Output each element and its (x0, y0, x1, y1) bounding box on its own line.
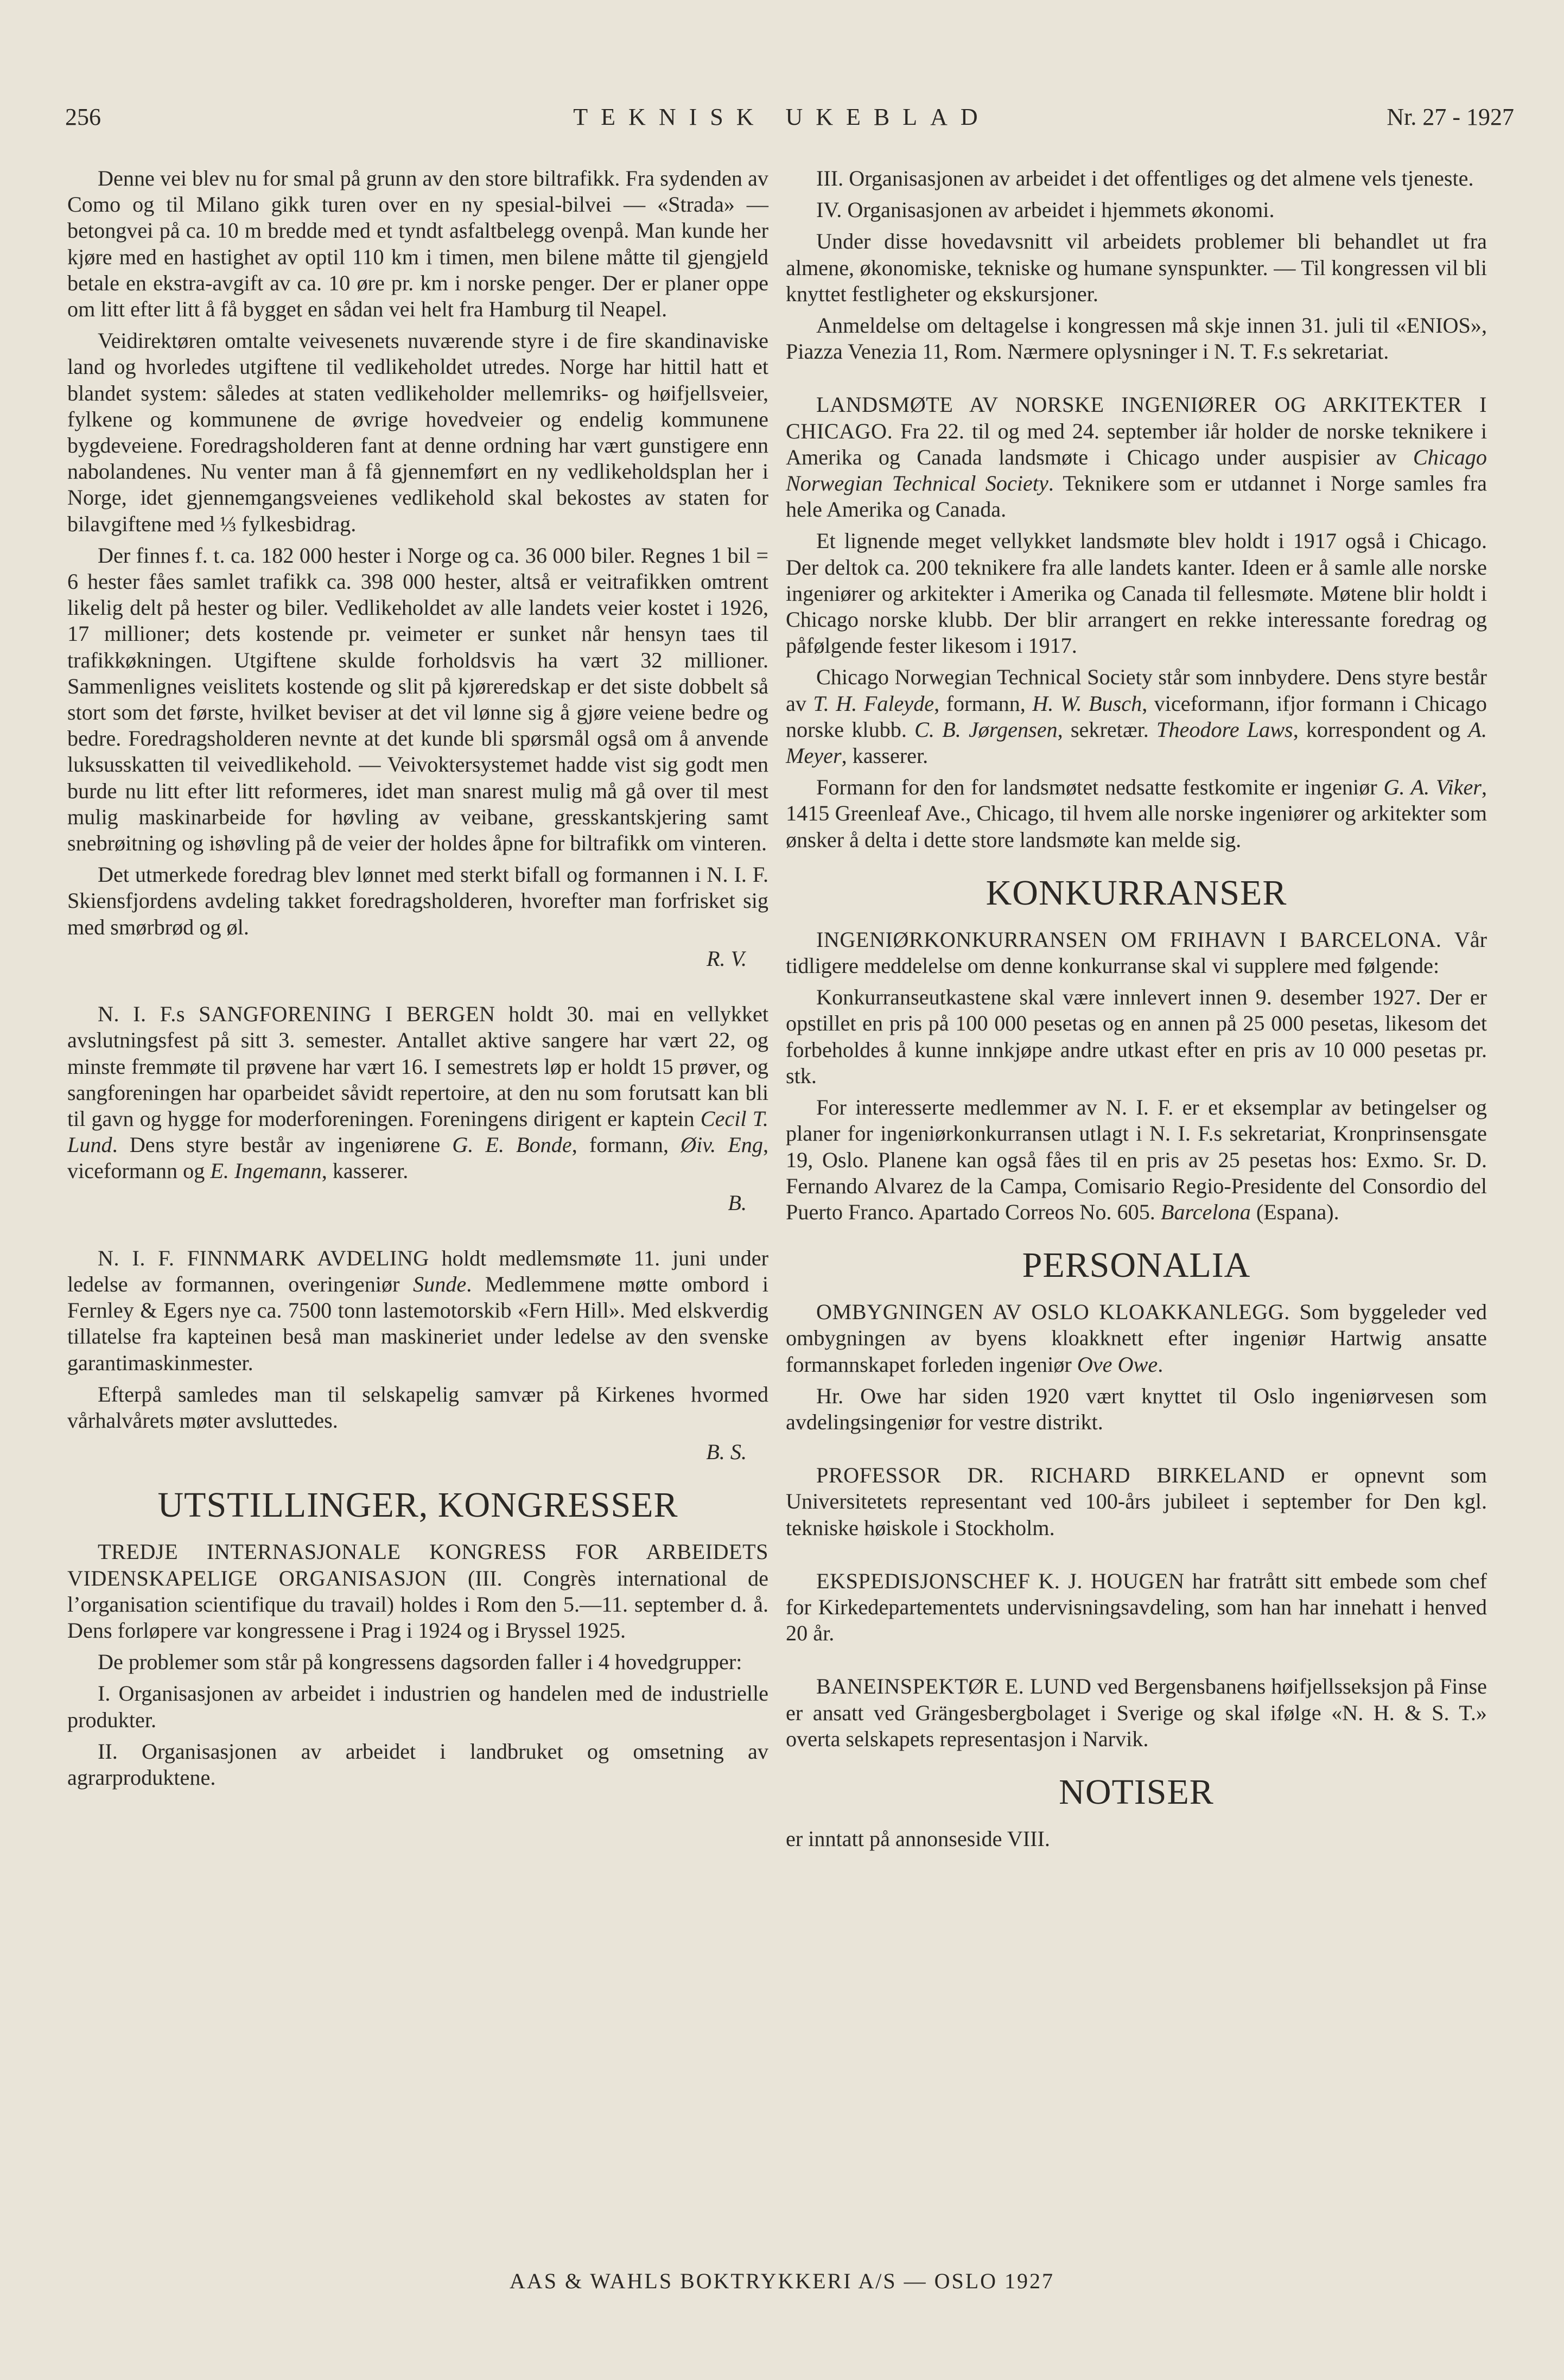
article-paragraph: Anmeldelse om deltagelse i kongressen må skje innen 31. juli til «ENIOS», Piazza Venezia 11, Rom. Nærmere oplysninger i N. T. F.s sekretariat. (786, 313, 1487, 364)
article-paragraph: De problemer som står på kongressens dagsorden faller i 4 hovedgrupper: (98, 1650, 742, 1675)
news-item-hougen: EKSPEDISJONSCHEF K. J. HOUGEN har fratrått sitt embede som chef for Kirkedepartementets undervisningsavdeling, som han har innehatt i henved 20 år. (786, 1568, 1487, 1646)
article-paragraph: Veidirektøren omtalte veivesenets nuværende styre i de fire skandinaviske land og hvorledes utgiftene til vedlikeholdet utredes. Norge har hittil hatt et blandet system: således at staten vedlikeholder mellemriks- og høifjellsveier, fylkene og kommunene de øvrige hovedveier og endelig kommunene bygdeveiene. Foredragsholderen fant at denne ordning har vært gunstigere enn nabolandenes. Nu venter man å få gjennemført en ny vedlikeholdsplan her i Norge, idet gjennemgangsveienes vedlikehold skal bekostes av staten for bilavgiftene med ⅓ fylkesbidrag. (67, 328, 768, 536)
news-item-sangforening: N. I. F.s SANGFORENING I BERGEN holdt 30. mai en vellykket avslutningsfest på sitt 3. semester. Antallet aktive sangere har vært 22, og minste fremmøte til prøvene har vært 16. I semestrets løp er holdt 15 prøver, og sangforeningen har oparbeidet såvidt repertoire, at den nu som forutsatt kan bli til gavn og hygge for moderforeningen. Foreningens dirigent er kaptein Cecil T. Lund. Dens styre består av ingeniørene G. E. Bonde, formann, Øiv. Eng, viceformann og E. Ingemann, kasserer. (67, 1002, 769, 1183)
list-item: I. Organisasjonen av arbeidet i industrien og handelen med de industrielle produkter. (67, 1681, 768, 1732)
article-paragraph: Under disse hovedavsnitt vil arbeidets problemer bli behandlet ut fra almene, økonomiske, tekniske og humane synspunkter. — Til kongressen vil bli knyttet festligheter og ekskursjoner. (786, 229, 1487, 306)
list-item: III. Organisasjonen av arbeidet i det offentliges og det almene vels tjeneste. (816, 166, 1474, 190)
news-item-birkeland: PROFESSOR DR. RICHARD BIRKELAND er opnevnt som Universitetets representant ved 100-års jubileet i september for Den kgl. tekniske høiskole i Stockholm. (786, 1463, 1487, 1540)
list-item: IV. Organisasjonen av arbeidet i hjemmets økonomi. (816, 198, 1275, 222)
journal-title: TEKNISK UKEBLAD (573, 104, 991, 130)
article-paragraph: Det utmerkede foredrag blev lønnet med sterkt bifall og formannen i N. I. F. Skiensfjordens avdeling takket foredragsholderen, hvorefter man forfrisket sig med smørbrød og øl. (67, 862, 768, 939)
article-signature: R. V. (706, 946, 747, 971)
left-column (67, 166, 768, 1796)
printer-imprint: AAS & WAHLS BOKTRYKKERI A/S — OSLO 1927 (509, 2269, 1055, 2293)
news-item-lund: BANEINSPEKTØR E. LUND ved Bergensbanens høifjellsseksjon på Finse er ansatt ved Grängesbergbolaget i Sverige og skal ifølge «N. H. & S. T.» overta selskapets representasjon i Narvik. (786, 1674, 1487, 1751)
article-paragraph: Et lignende meget vellykket landsmøte blev holdt i 1917 også i Chicago. Der deltok ca. 200 teknikere fra alle landets kanter. Ideen er å samle alle norske ingeniører og arkitekter i Amerika og Canada til fellesmøte. Møtene blir holdt i Chicago norske klubb. Der blir arrangert en rekke interessante foredrag og påfølgende fester likesom i 1917. (786, 529, 1487, 658)
article-paragraph: Chicago Norwegian Technical Society står som innbydere. Dens styre består av T. H. Faleyde, formann, H. W. Busch, viceformann, ifjor formann i Chicago norske klubb. C. B. Jørgensen, sekretær. Theodore Laws, korrespondent og A. Meyer, kasserer. (786, 665, 1487, 768)
article-paragraph: Hr. Owe har siden 1920 vært knyttet til Oslo ingeniørvesen som avdelingsingeniør for vestre distrikt. (786, 1383, 1487, 1434)
article-paragraph: For interesserte medlemmer av N. I. F. er et eksemplar av betingelser og planer for ingeniørkonkurransen utlagt i N. I. F.s sekretariat, Kronprinsensgate 19, Oslo. Planene kan også fåes til en pris av 25 pesetas hos: Exmo. Sr. D. Fernando Alvarez de la Campa, Comisario Regio-Presidente del Consordio del Puerto Franco. Apartado Correos No. 605. Barcelona (Espana). (786, 1095, 1487, 1224)
article-signature: B. (728, 1190, 747, 1215)
article-paragraph: Efterpå samledes man til selskapelig samvær på Kirkenes hvormed vårhalvårets møter avsluttedes. (67, 1382, 768, 1433)
news-item-finnmark: N. I. F. FINNMARK AVDELING holdt medlemsmøte 11. juni under ledelse av formannen, overingeniør Sunde. Medlemmene møtte ombord i Fernley & Egers nye ca. 7500 tonn lastemotorskib «Fern Hill». Med elskverdig tillatelse fra kapteinen beså man maskineriet under ledelse av den svenske garantimaskinmester. (67, 1245, 769, 1375)
list-item: II. Organisasjonen av arbeidet i landbruket og omsetning av agrarproduktene. (67, 1739, 768, 1790)
news-item-kongress: TREDJE INTERNASJONALE KONGRESS FOR ARBEIDETS VIDENSKAPELIGE ORGANISASJON (III. Congrès international de l’organisation scientifique du travail) holdes i Rom den 5.—11. september d. å. Dens forløpere var kongressene i Prag i 1924 og i Bryssel 1925. (67, 1539, 768, 1643)
section-heading-utstillinger: UTSTILLINGER, KONGRESSER (157, 1485, 678, 1525)
article-paragraph: Formann for den for landsmøtet nedsatte festkomite er ingeniør G. A. Viker, 1415 Greenleaf Ave., Chicago, til hvem alle norske ingeniører og arkitekter som ønsker å delta i dette store landsmøte kan melde sig. (786, 775, 1487, 852)
article-paragraph: er inntatt på annonseside VIII. (786, 1826, 1050, 1851)
article-paragraph: Denne vei blev nu for smal på grunn av den store biltrafikk. Fra sydenden av Como og til Milano gikk turen over en ny spesial-bilvei — «Strada» — betongvei på ca. 10 m bredde med et tyndt asfaltbelegg ovenpå. Man kunde her kjøre med en hastighet av optil 110 km i timen, men bilene måtte til gjengjeld betale en ekstra-avgift av ca. 10 øre pr. km i norske penger. Der er planer oppe om litt efter litt å få bygget en sådan vei helt fra Hamburg til Neapel. (67, 166, 768, 322)
news-item-barcelona: INGENIØRKONKURRANSEN OM FRIHAVN I BARCELONA. Vår tidligere meddelelse om denne konkurranse skal vi supplere med følgende: (786, 927, 1487, 978)
section-heading-notiser: NOTISER (1059, 1772, 1214, 1812)
running-head (0, 103, 1564, 136)
right-column (786, 166, 1487, 1857)
article-paragraph: Der finnes f. t. ca. 182 000 hester i Norge og ca. 36 000 biler. Regnes 1 bil = 6 hester fåes samlet trafikk ca. 398 000 hester, altså er veitrafikken omtrent likelig delt på hester og biler. Vedlikeholdet av alle landets veier kostet i 1926, 17 millioner; dets kostende pr. veimeter er sunket når hensyn taes til trafikkøkningen. Utgiftene skulde forholdsvis ha vært 32 millioner. Sammenlignes veislitets kostende og slit på kjøreredskap er det siste dobbelt så stort som det første, hvilket beviser at det vil lønne sig å gjøre veiene bedre og bedre. Foredragsholderen nevnte at det kunde bli spørsmål også om å anvende luksusskatten til veivedlikehold. — Veivoktersystemet hadde vist sig godt men burde nu litt efter litt reformeres, idet man snarest mulig må gå over til mest mulig maskinarbeide for høvling av veibane, gresskantskjering samt snebrøitning og ishøvling på de veier der holdes åpne for biltrafikk om vinteren. (67, 543, 768, 856)
article-signature: B. S. (706, 1440, 747, 1465)
page-number: 256 (65, 104, 101, 130)
article-paragraph: Konkurranseutkastene skal være innlevert innen 9. desember 1927. Der er opstillet en pris på 100 000 pesetas og en annen på 25 000 pesetas, likesom det forbeholdes å kunne innkjøpe andre utkast efter en pris av 10 000 pesetas pr. stk. (786, 985, 1487, 1088)
section-heading-konkurranser: KONKURRANSER (986, 873, 1287, 913)
issue-number: Nr. 27 - 1927 (1387, 104, 1514, 130)
section-heading-personalia: PERSONALIA (1022, 1245, 1251, 1286)
news-item-landsmote: LANDSMØTE AV NORSKE INGENIØRER OG ARKITEKTER I CHICAGO. Fra 22. til og med 24. september iår holder de norske teknikere i Amerika og Canada landsmøte i Chicago under auspisier av Chicago Norwegian Technical Society. Teknikere som er utdannet i Norge samles fra hele Amerika og Canada. (786, 392, 1487, 522)
news-item-kloakk: OMBYGNINGEN AV OSLO KLOAKKANLEGG. Som byggeleder ved ombygningen av byens kloakknett efter ingeniør Hartwig ansatte formannskapet forleden ingeniør Ove Owe. (786, 1300, 1487, 1377)
